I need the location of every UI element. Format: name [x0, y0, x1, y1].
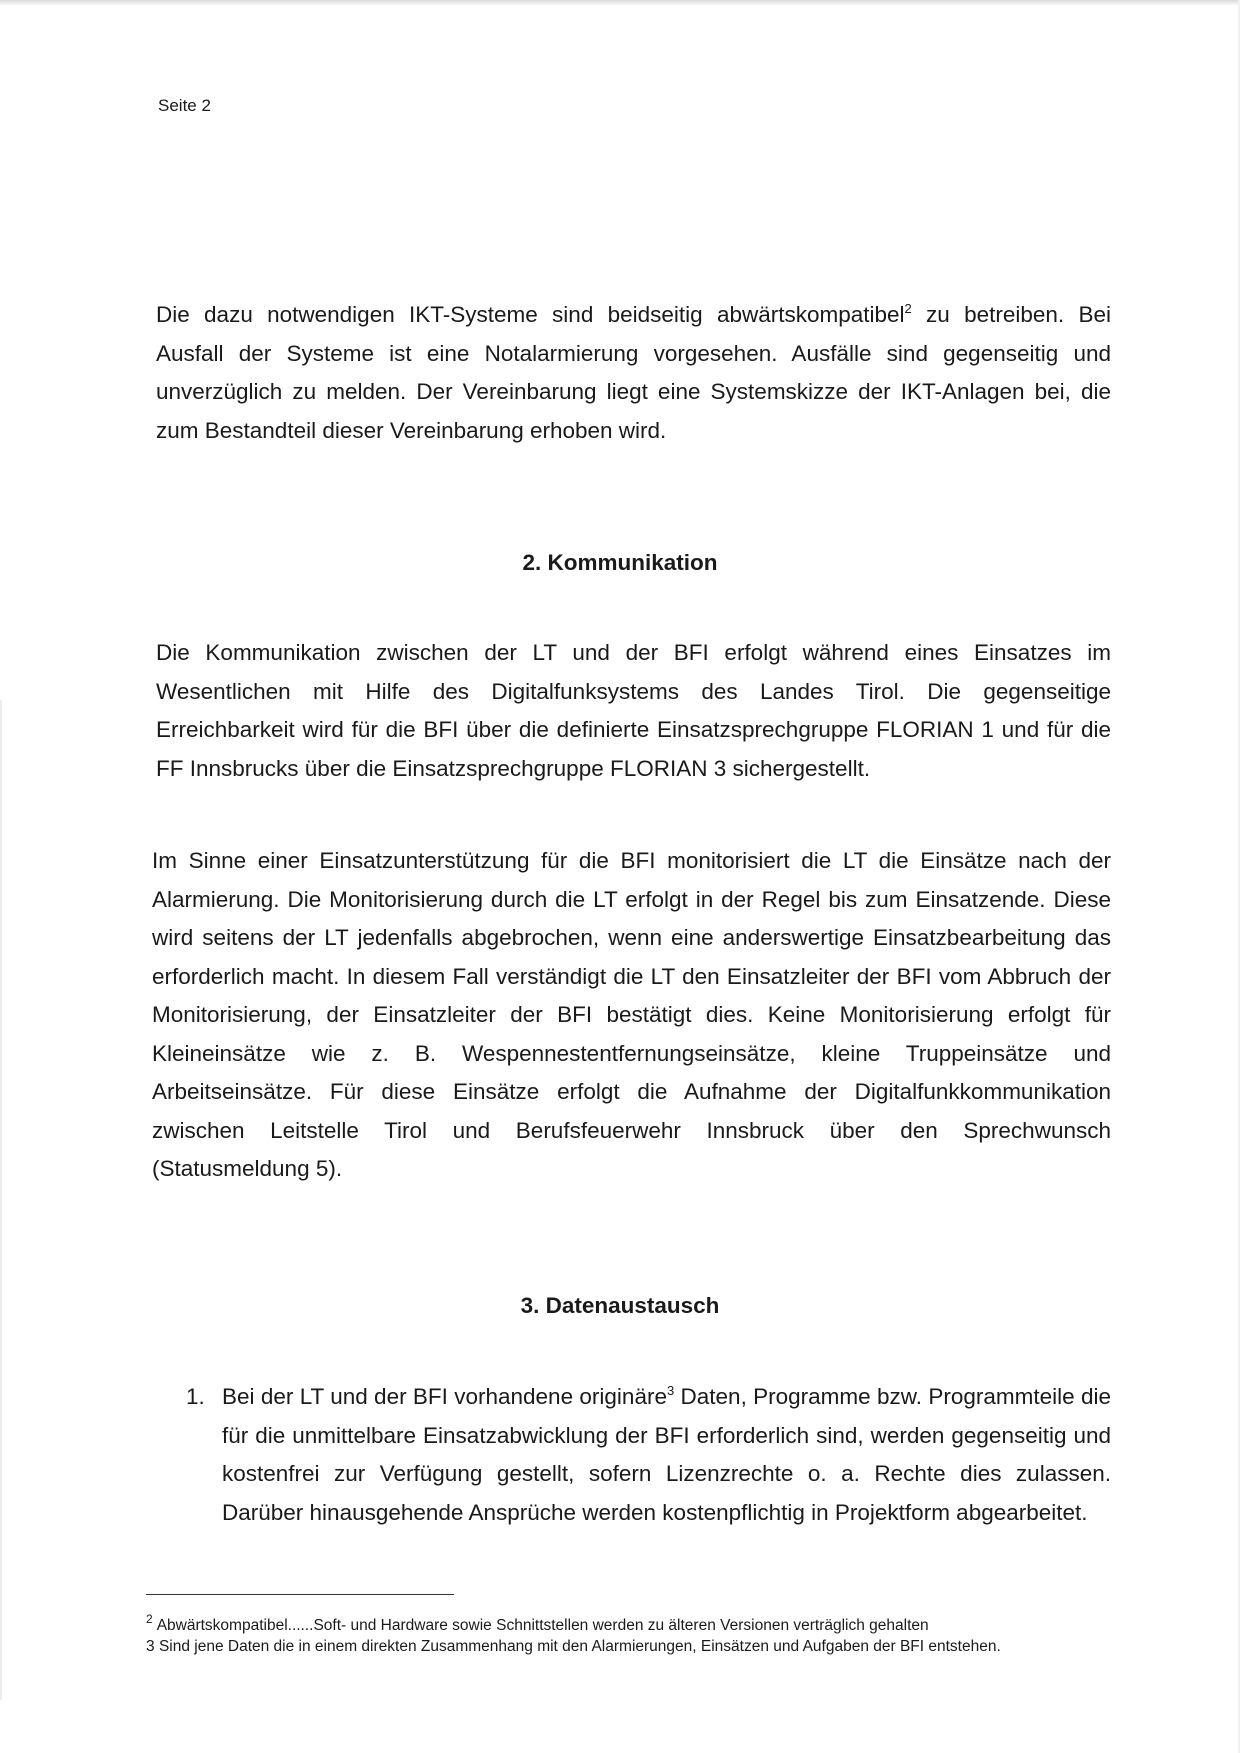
section-heading-kommunikation: 2. Kommunikation: [522, 550, 718, 575]
list-item-number: 1.: [186, 1384, 205, 1409]
footnote-text: Sind jene Daten die in einem direkten Zusammenhang mit den Alarmierungen, Einsätzen und Aufgaben der BFI entstehen.: [158, 1638, 1001, 1655]
footnote-divider: [146, 1594, 454, 1595]
intro-text-cont: zu betreiben. Bei Ausfall der Systeme ist eine Notalarmierung vorgesehen. Ausfälle sind gegenseitig und unverzüglich zu melden. Der Vereinbarung liegt eine Systemskizze der IKT-Anlagen bei, die zum Bestandteil dieser Vereinbarung erhoben wird.: [156, 302, 1111, 443]
list-item-text: [222, 1378, 1111, 1532]
footnote-mark: 2: [146, 1612, 153, 1626]
footnote-ref-2[interactable]: 2: [904, 301, 912, 316]
scan-edge-top: [0, 0, 1240, 6]
footnote-mark: 3: [146, 1638, 155, 1655]
footnote-3: [146, 1637, 1001, 1657]
kommunikation-paragraph-1: Die Kommunikation zwischen der LT und der BFI erfolgt während eines Einsatzes im Wesentlichen mit Hilfe des Digitalfunksystems des Landes Tirol. Die gegenseitige Erreichbarkeit wird für die BFI über die definierte Einsatzsprechgruppe FLORIAN 1 und für die FF Innsbrucks über die Einsatzsprechgruppe FLORIAN 3 sichergestellt.: [156, 640, 1111, 781]
intro-paragraph: [156, 296, 1111, 450]
footnote-text: Abwärtskompatibel......Soft- und Hardware sowie Schnittstellen werden zu älteren Versionen verträglich gehalten: [156, 1617, 929, 1634]
intro-text: Die dazu notwendigen IKT-Systeme sind beidseitig abwärtskompatibel: [156, 302, 905, 327]
kommunikation-paragraph-2: Im Sinne einer Einsatzunterstützung für die BFI monitorisiert die LT die Einsätze nach der Alarmierung. Die Monitorisierung durch die LT erfolgt in der Regel bis zum Einsatzende. Diese wird seitens der LT jedenfalls abgebrochen, wenn eine anderswertige Einsatzbearbeitung das erforderlich macht. In diesem Fall verständigt die LT den Einsatzleiter der BFI vom Abbruch der Monitorisierung, der Einsatzleiter der BFI bestätigt dies. Keine Monitorisierung erfolgt für Kleineinsätze wie z. B. Wespennestentfernungseinsätze, kleine Truppeinsätze und Arbeitseinsätze. Für diese Einsätze erfolgt die Aufnahme der Digitalfunkkommunikation zwischen Leitstelle Tirol und Berufsfeuerwehr Innsbruck über den Sprechwunsch (Statusmeldung 5).: [152, 848, 1111, 1181]
footnote-2: [146, 1609, 929, 1636]
section-heading-datenaustausch: 3. Datenaustausch: [520, 1293, 720, 1318]
page-number: Seite 2: [158, 96, 211, 115]
footnote-ref-3[interactable]: 3: [666, 1383, 675, 1398]
scan-edge-left: [0, 700, 2, 1700]
list-item-text-start: Bei der LT und der BFI vorhandene originäre: [222, 1384, 667, 1409]
list-item-text-cont: Daten, Programme bzw. Programmteile die für die unmittelbare Einsatzabwicklung der BFI erforderlich sind, werden gegenseitig und kostenfrei zur Verfügung gestellt, sofern Lizenzrechte o. a. Rechte dies zulassen. Darüber hinausgehende Ansprüche werden kostenpflichtig in Projektform abgearbeitet.: [222, 1384, 1111, 1525]
